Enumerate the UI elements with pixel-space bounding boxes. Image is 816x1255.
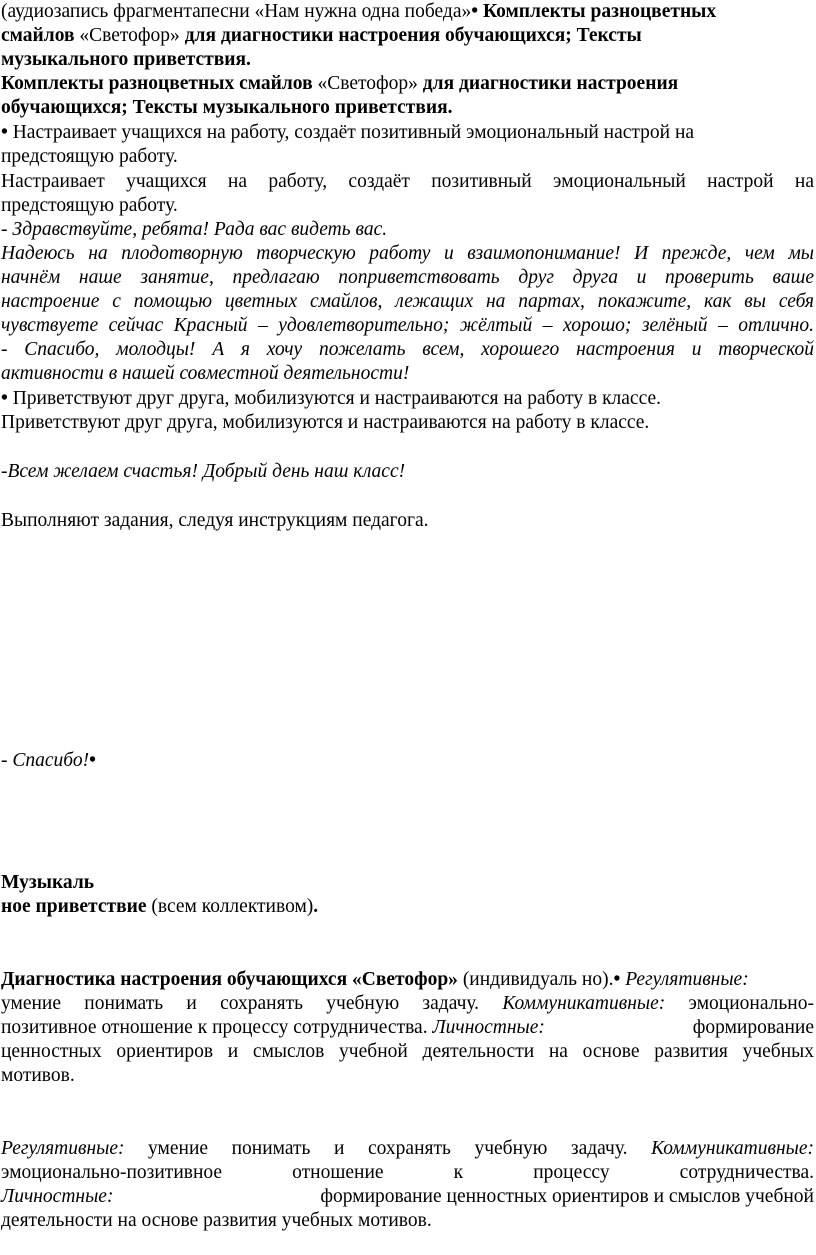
doc-line: умение понимать и сохранять учебную задачу. Коммуникативные: эмоционально- xyxy=(1,993,814,1014)
doc-line: - Спасибо!• xyxy=(1,750,96,771)
bullet-icon: • xyxy=(1,388,13,409)
bullet-icon: • xyxy=(613,969,626,990)
doc-line: • Приветствуют друг друга, мобилизуются и настраиваются на работу в классе. xyxy=(1,388,662,409)
doc-line: активности в нашей совместной деятельности! xyxy=(1,363,410,384)
doc-line: обучающихся; Тексты музыкального приветствия. xyxy=(1,97,453,118)
doc-line: (аудиозапись фрагментапесни «Нам нужна одна победа»• Комплекты разноцветных xyxy=(1,1,717,22)
bullet-icon: • xyxy=(1,122,13,143)
doc-line: -Всем желаем счастья! Добрый день наш класс! xyxy=(1,461,406,482)
doc-line: чувствуете сейчас Красный – удовлетворительно; жёлтый – хорошо; зелёный – отлично. xyxy=(1,315,814,336)
doc-line: Регулятивные: умение понимать и сохранять учебную задачу. Коммуникативные: xyxy=(1,1138,814,1159)
doc-line: Комплекты разноцветных смайлов «Светофор» для диагностики настроения xyxy=(1,73,679,94)
doc-line: эмоционально-позитивное отношение к процессу сотрудничества. xyxy=(1,1162,814,1183)
doc-line: Выполняют задания, следуя инструкциям педагога. xyxy=(1,510,429,531)
doc-line: ценностных ориентиров и смыслов учебной деятельности на основе развития учебных xyxy=(1,1041,814,1062)
doc-line: настроение с помощью цветных смайлов, лежащих на партах, покажите, как вы себя xyxy=(1,291,814,312)
section-heading: Музыкаль xyxy=(1,872,95,893)
doc-line: деятельности на основе развития учебных мотивов. xyxy=(1,1210,432,1231)
doc-line: мотивов. xyxy=(1,1065,75,1086)
doc-line: смайлов «Светофор» для диагностики настроения обучающихся; Тексты xyxy=(1,25,642,46)
bullet-icon: • xyxy=(471,1,483,22)
doc-line: - Спасибо, молодцы! А я хочу пожелать всем, хорошего настроения и творческой xyxy=(1,339,814,360)
doc-line: предстоящую работу. xyxy=(1,195,178,216)
doc-line: начнём наше занятие, предлагаю поприветствовать друг друга и проверить ваше xyxy=(1,267,814,288)
doc-line: Диагностика настроения обучающихся «Светофор» (индивидуаль но).• Регулятивные: xyxy=(1,969,749,990)
doc-line: Личностные: формирование ценностных ориентиров и смыслов учебной xyxy=(1,1186,814,1207)
bullet-icon: • xyxy=(89,750,96,771)
section-heading-cont: ное приветствие (всем коллективом). xyxy=(1,896,319,917)
doc-line: музыкального приветствия. xyxy=(1,49,251,70)
doc-line: предстоящую работу. xyxy=(1,146,178,167)
doc-line: Надеюсь на плодотворную творческую работу и взаимопонимание! И прежде, чем мы xyxy=(1,243,814,264)
doc-line: Приветствуют друг друга, мобилизуются и настраиваются на работу в классе. xyxy=(1,412,650,433)
doc-line: Настраивает учащихся на работу, создаёт позитивный эмоциональный настрой на xyxy=(1,171,814,192)
doc-line: позитивное отношение к процессу сотрудничества. Личностные: формирование xyxy=(1,1017,814,1038)
doc-line: • Настраивает учащихся на работу, создаёт позитивный эмоциональный настрой на xyxy=(1,122,695,143)
doc-line: - Здравствуйте, ребята! Рада вас видеть вас. xyxy=(1,219,388,240)
